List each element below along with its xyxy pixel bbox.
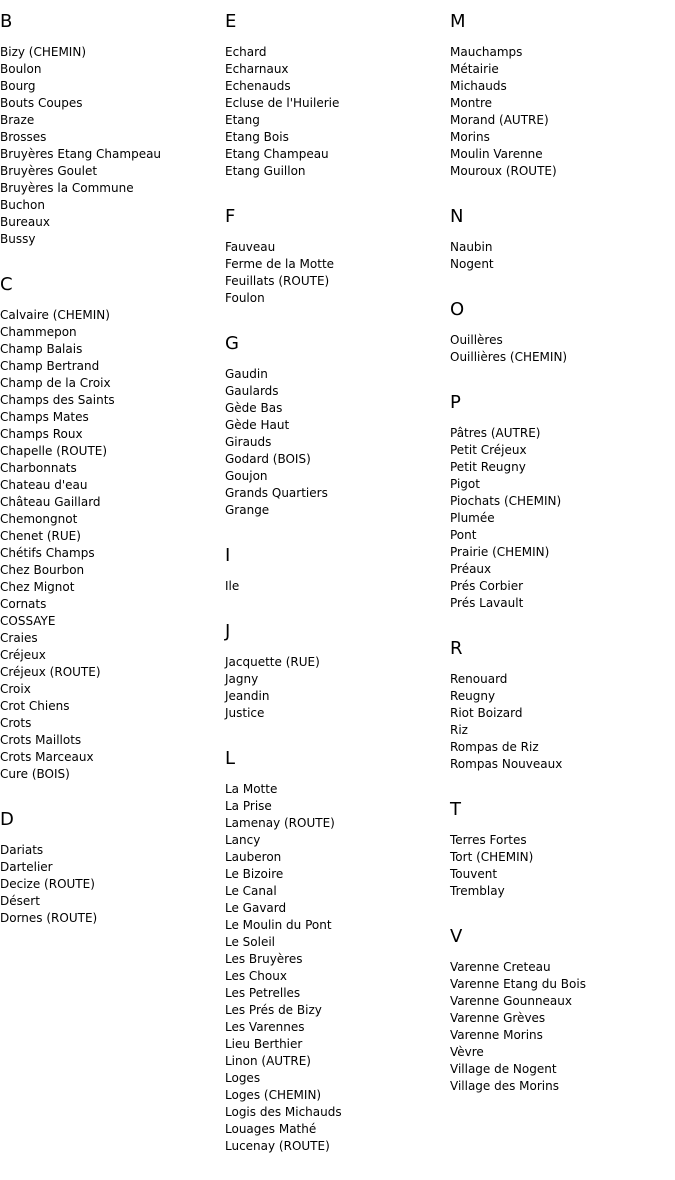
entry-list [450,332,672,366]
place-entry-link[interactable]: Morand (AUTRE) [450,113,549,127]
place-entry-link[interactable]: Varenne Morins [450,1028,543,1042]
place-entry-link[interactable]: Loges [225,1071,261,1085]
place-entry-link[interactable]: Crots [0,716,32,730]
place-entry-link[interactable]: Les Choux [225,969,287,983]
place-entry-link[interactable]: Les Bruyères [225,952,303,966]
place-entry-link[interactable]: Pâtres (AUTRE) [450,426,541,440]
place-entry-link[interactable]: Le Canal [225,884,277,898]
letter-group [225,10,447,180]
letter-heading: G [225,333,239,354]
place-entry-link[interactable]: Lancy [225,833,261,847]
place-entry-link[interactable]: Chétifs Champs [0,546,95,560]
place-entry-link[interactable]: Les Petrelles [225,986,301,1000]
entry-list [450,959,672,1095]
place-entry-link[interactable]: Varenne Gounneaux [450,994,572,1008]
letter-heading: E [225,11,237,32]
letter-heading: P [450,392,461,413]
place-entry-link[interactable]: Echarnaux [225,62,289,76]
place-entry-link[interactable]: Ile [225,579,240,593]
place-entry-link[interactable]: Touvent [450,867,498,881]
place-entry-link[interactable]: Calvaire (CHEMIN) [0,308,110,322]
letter-heading: L [225,748,236,769]
place-entry-link[interactable]: Buchon [0,198,45,212]
index-column-3 [450,10,672,1120]
place-entry-link[interactable]: Métairie [450,62,499,76]
place-entry-link[interactable]: Echenauds [225,79,291,93]
place-entry-link[interactable]: Prés Lavault [450,596,524,610]
place-entry-link[interactable]: Goujon [225,469,268,483]
place-entry-link[interactable]: Plumée [450,511,495,525]
place-entry-link[interactable]: La Motte [225,782,278,796]
place-entry-link[interactable]: Gaulards [225,384,279,398]
place-entry-link[interactable]: Lamenay (ROUTE) [225,816,335,830]
letter-group [0,10,222,248]
place-entry-link[interactable]: Champ Bertrand [0,359,100,373]
place-entry-link[interactable]: Foulon [225,291,265,305]
place-entry-link[interactable]: Prés Corbier [450,579,524,593]
place-entry-link[interactable]: Gède Bas [225,401,283,415]
place-entry-link[interactable]: Vèvre [450,1045,484,1059]
place-entry-link[interactable]: Lieu Berthier [225,1037,303,1051]
place-entry-link[interactable]: Michauds [450,79,507,93]
place-entry-link[interactable]: Jeandin [225,689,270,703]
place-entry-link[interactable]: Champ de la Croix [0,376,111,390]
place-entry-link[interactable]: Varenne Grèves [450,1011,546,1025]
entry-list [450,671,672,773]
place-entry-link[interactable]: Le Gavard [225,901,287,915]
letter-group [225,544,447,595]
place-entry-link[interactable]: Bruyères la Commune [0,181,134,195]
place-entry-link[interactable]: Echard [225,45,267,59]
entry-list [0,44,222,248]
letter-group [450,391,672,612]
entry-list [225,781,447,1155]
place-entry-link[interactable]: Préaux [450,562,492,576]
place-entry-link[interactable]: Ouillères [450,333,503,347]
place-entry-link[interactable]: Gède Haut [225,418,290,432]
place-entry-link[interactable]: Chenet (RUE) [0,529,81,543]
place-entry-link[interactable]: Bourg [0,79,36,93]
entry-list [450,44,672,180]
place-entry-link[interactable]: Pont [450,528,477,542]
place-entry-link[interactable]: Varenne Creteau [450,960,551,974]
letter-group [225,620,447,722]
place-entry-link[interactable]: Grange [225,503,270,517]
place-entry-link[interactable]: Charbonnats [0,461,77,475]
place-entry-link[interactable]: Village des Morins [450,1079,560,1093]
place-entry-link[interactable]: Etang Bois [225,130,289,144]
place-entry-link[interactable]: Créjeux [0,648,46,662]
place-entry-link[interactable]: Bruyères Goulet [0,164,98,178]
letter-heading: V [450,926,463,947]
letter-group [225,747,447,1155]
place-entry-link[interactable]: Etang [225,113,260,127]
place-entry-link[interactable]: Varenne Etang du Bois [450,977,586,991]
entry-list [225,578,447,595]
place-entry-link[interactable]: Croix [0,682,31,696]
place-entry-link[interactable]: Désert [0,894,40,908]
place-entry-link[interactable]: Rompas Nouveaux [450,757,563,771]
place-entry-link[interactable]: Crots Marceaux [0,750,94,764]
place-entry-link[interactable]: COSSAYE [0,614,56,628]
letter-heading: J [225,621,231,642]
place-entry-link[interactable]: Chez Mignot [0,580,75,594]
place-entry-link[interactable]: Decize (ROUTE) [0,877,95,891]
place-entry-link[interactable]: Brosses [0,130,47,144]
place-entry-link[interactable]: Tort (CHEMIN) [450,850,534,864]
place-entry-link[interactable]: Ferme de la Motte [225,257,335,271]
letter-heading: B [0,11,13,32]
place-entry-link[interactable]: Riot Boizard [450,706,523,720]
place-entry-link[interactable]: Lauberon [225,850,282,864]
place-entry-link[interactable]: Champs Roux [0,427,83,441]
entry-list [0,307,222,783]
index-column-1 [0,10,222,952]
place-entry-link[interactable]: Gaudin [225,367,268,381]
place-entry-link[interactable]: Prairie (CHEMIN) [450,545,550,559]
place-entry-link[interactable]: Chemongnot [0,512,78,526]
place-entry-link[interactable]: Cornats [0,597,47,611]
place-entry-link[interactable]: Riz [450,723,468,737]
place-entry-link[interactable]: Les Prés de Bizy [225,1003,322,1017]
place-entry-link[interactable]: Montre [450,96,493,110]
place-entry-link[interactable]: Tremblay [450,884,505,898]
letter-heading: I [225,545,231,566]
letter-group [450,637,672,773]
letter-heading: T [450,799,461,820]
place-entry-link[interactable]: Etang Champeau [225,147,329,161]
place-entry-link[interactable]: Créjeux (ROUTE) [0,665,101,679]
place-entry-link[interactable]: La Prise [225,799,272,813]
place-entry-link[interactable]: Piochats (CHEMIN) [450,494,562,508]
place-entry-link[interactable]: Le Soleil [225,935,276,949]
letter-group [450,925,672,1095]
place-entry-link[interactable]: Bruyères Etang Champeau [0,147,162,161]
place-entry-link[interactable]: Crot Chiens [0,699,70,713]
entry-list [225,239,447,307]
place-entry-link[interactable]: Rompas de Riz [450,740,539,754]
place-entry-link[interactable]: Ouillières (CHEMIN) [450,350,568,364]
place-entry-link[interactable]: Linon (AUTRE) [225,1054,311,1068]
place-entry-link[interactable]: Craies [0,631,38,645]
letter-group [450,298,672,366]
entry-list [450,239,672,273]
place-entry-link[interactable]: Mauchamps [450,45,523,59]
place-entry-link[interactable]: Jagny [225,672,259,686]
entry-list [450,832,672,900]
place-entry-link[interactable]: Naubin [450,240,493,254]
letter-group [450,205,672,273]
place-entry-link[interactable]: Les Varennes [225,1020,305,1034]
letter-group [0,273,222,783]
place-entry-link[interactable]: Lucenay (ROUTE) [225,1139,330,1153]
entry-list [225,44,447,180]
place-entry-link[interactable]: Chammepon [0,325,77,339]
letter-heading: F [225,206,236,227]
place-entry-link[interactable]: Etang Guillon [225,164,306,178]
letter-group [450,10,672,180]
place-entry-link[interactable]: Grands Quartiers [225,486,328,500]
place-entry-link[interactable]: Logis des Michauds [225,1105,342,1119]
entry-list [225,366,447,519]
place-entry-link[interactable]: Terres Fortes [450,833,527,847]
place-entry-link[interactable]: Bureaux [0,215,50,229]
letter-heading: C [0,274,13,295]
place-entry-link[interactable]: Champs Mates [0,410,89,424]
letter-heading: O [450,299,465,320]
place-entry-link[interactable]: Chateau d'eau [0,478,88,492]
letter-heading: R [450,638,463,659]
entry-list [0,842,222,927]
place-entry-link[interactable]: Moulin Varenne [450,147,543,161]
place-entry-link[interactable]: Reugny [450,689,496,703]
place-entry-link[interactable]: Petit Reugny [450,460,526,474]
place-entry-link[interactable]: Justice [225,706,265,720]
place-entry-link[interactable]: Bizy (CHEMIN) [0,45,86,59]
letter-heading: D [0,809,14,830]
place-entry-link[interactable]: Le Bizoire [225,867,284,881]
place-entry-link[interactable]: Le Moulin du Pont [225,918,332,932]
letter-group [450,798,672,900]
place-entry-link[interactable]: Loges (CHEMIN) [225,1088,322,1102]
place-entry-link[interactable]: Morins [450,130,490,144]
place-entry-link[interactable]: Cure (BOIS) [0,767,70,781]
letter-group [225,332,447,519]
place-entry-link[interactable]: Village de Nogent [450,1062,557,1076]
place-entry-link[interactable]: Jacquette (RUE) [225,655,320,669]
place-entry-link[interactable]: Chapelle (ROUTE) [0,444,108,458]
place-entry-link[interactable]: Dartelier [0,860,53,874]
place-entry-link[interactable]: Boulon [0,62,42,76]
index-column-2 [225,10,447,1180]
letter-heading: N [450,206,464,227]
place-entry-link[interactable]: Champs des Saints [0,393,115,407]
place-entry-link[interactable]: Feuillats (ROUTE) [225,274,330,288]
place-entry-link[interactable]: Nogent [450,257,494,271]
place-entry-link[interactable]: Dariats [0,843,44,857]
letter-heading: M [450,11,466,32]
place-entry-link[interactable]: Bussy [0,232,36,246]
place-entry-link[interactable]: Fauveau [225,240,276,254]
place-entry-link[interactable]: Pigot [450,477,480,491]
place-entry-link[interactable]: Bouts Coupes [0,96,83,110]
place-entry-link[interactable]: Château Gaillard [0,495,101,509]
place-entry-link[interactable]: Ecluse de l'Huilerie [225,96,340,110]
place-entry-link[interactable]: Petit Créjeux [450,443,527,457]
place-entry-link[interactable]: Chez Bourbon [0,563,85,577]
letter-group [225,205,447,307]
place-entry-link[interactable]: Dornes (ROUTE) [0,911,98,925]
place-entry-link[interactable]: Braze [0,113,35,127]
place-entry-link[interactable]: Louages Mathé [225,1122,317,1136]
entry-list [450,425,672,612]
place-entry-link[interactable]: Renouard [450,672,508,686]
place-entry-link[interactable]: Mouroux (ROUTE) [450,164,557,178]
place-entry-link[interactable]: Girauds [225,435,272,449]
letter-group [0,808,222,927]
place-entry-link[interactable]: Champ Balais [0,342,83,356]
place-entry-link[interactable]: Godard (BOIS) [225,452,311,466]
place-entry-link[interactable]: Crots Maillots [0,733,82,747]
entry-list [225,654,447,722]
